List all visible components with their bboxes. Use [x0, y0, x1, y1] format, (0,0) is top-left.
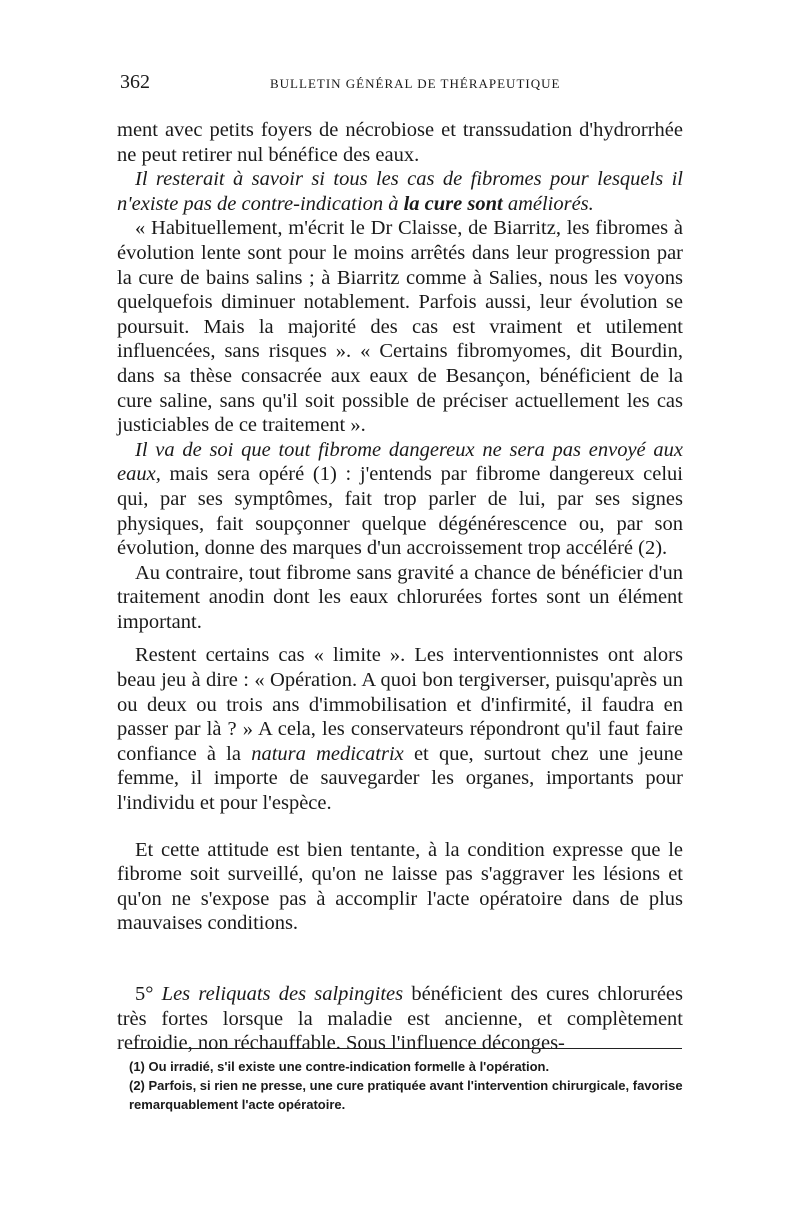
paragraph-8 — [117, 982, 683, 1056]
footnote-1: (1) Ou irradié, s'il existe une contre-indication formelle à l'opération. — [129, 1059, 550, 1074]
running-head: BULLETIN GÉNÉRAL DE THÉRAPEUTIQUE — [270, 76, 561, 91]
body-text — [117, 118, 683, 1056]
paragraph-8-italic: Les reliquats des salpingites — [161, 983, 404, 1005]
paragraph-2 — [117, 167, 683, 216]
page-number: 362 — [120, 71, 150, 93]
paragraph-4-italic: Il va de soi que tout fibrome dangereux ne sera pas envoyé aux eaux, — [117, 438, 683, 486]
paragraph-6 — [117, 643, 683, 815]
paragraph-4-text: mais sera opéré (1) : j'entends par fibrome dangereux celui qui, par ses symptômes, fait trop parler de lui, par ses signes physiques, fait soupçonner quelque dégénérescence ou, par son évolution, donne des marques d'un accroissement trop accéléré (2). — [117, 463, 683, 560]
page-header — [120, 71, 685, 95]
paragraph-8-text: bénéficient des cures chlorurées très fortes lorsque la maladie est ancienne, et complètement refroidie, non réchauffable. Sous l'influence déconges- — [117, 983, 683, 1055]
paragraph-4 — [117, 438, 683, 561]
paragraph-3: « Habituellement, m'écrit le Dr Claisse, de Biarritz, les fibromes à évolution lente sont pour le moins arrêtés dans leur progression par la cure de bains salins ; à Biarritz comme à Salies, nous les voyons quelquefois diminuer notablement. Parfois aussi, leur évolution se poursuit. Mais la majorité des cas est vraiment et utilement influencées, sans risques ». « Certains fibromyomes, dit Bourdin, dans sa thèse consacrée aux eaux de Besançon, bénéficient de la cure saline, sans qu'il soit possible de préciser actuellement les cas justiciables de ce traitement ». — [117, 217, 683, 437]
paragraph-8-number: 5° — [135, 983, 162, 1005]
paragraph-6-text-end: et que, surtout chez une jeune femme, il importe de sauvegarder les organes, importants pour l'individu et pour l'espèce. — [117, 742, 683, 815]
paragraph-6-text: Restent certains cas « limite ». Les interventionnistes ont alors beau jeu à dire : « Opération. A quoi bon tergiverser, puisqu'après un ou deux ou trois ans d'immobilisation et d'infirmité, il faudra en passer par là ? » A cela, les conservateurs répondront qu'il faut faire confiance à la — [117, 644, 683, 765]
paragraph-1: ment avec petits foyers de nécrobiose et transsudation d'hydrorrhée ne peut retirer nul bénéfice des eaux. — [117, 119, 683, 166]
paragraph-2-italic-end: améliorés. — [502, 192, 594, 215]
footnotes — [117, 1057, 685, 1114]
footnote-2: (2) Parfois, si rien ne presse, une cure pratiquée avant l'intervention chirurgicale, favorise remarquablement l'acte opératoire. — [129, 1078, 683, 1112]
paragraph-6-italic: natura medicatrix — [251, 742, 404, 765]
footnote-rule — [130, 1048, 682, 1049]
paragraph-5: Au contraire, tout fibrome sans gravité a chance de bénéficier d'un traitement anodin dont les eaux chlorurées fortes sont un élément important. — [117, 561, 683, 633]
paragraph-7: Et cette attitude est bien tentante, à la condition expresse que le fibrome soit surveillé, qu'on ne laisse pas s'aggraver les lésions et qu'on ne s'expose pas à accomplir l'acte opératoire dans de plus mauvaises conditions. — [117, 838, 683, 935]
paragraph-2-italic: Il resterait à savoir si tous les cas de fibromes pour lesquels il n'existe pas de contre-indication à — [117, 168, 683, 215]
paragraph-2-bold: la cure sont — [403, 192, 503, 215]
